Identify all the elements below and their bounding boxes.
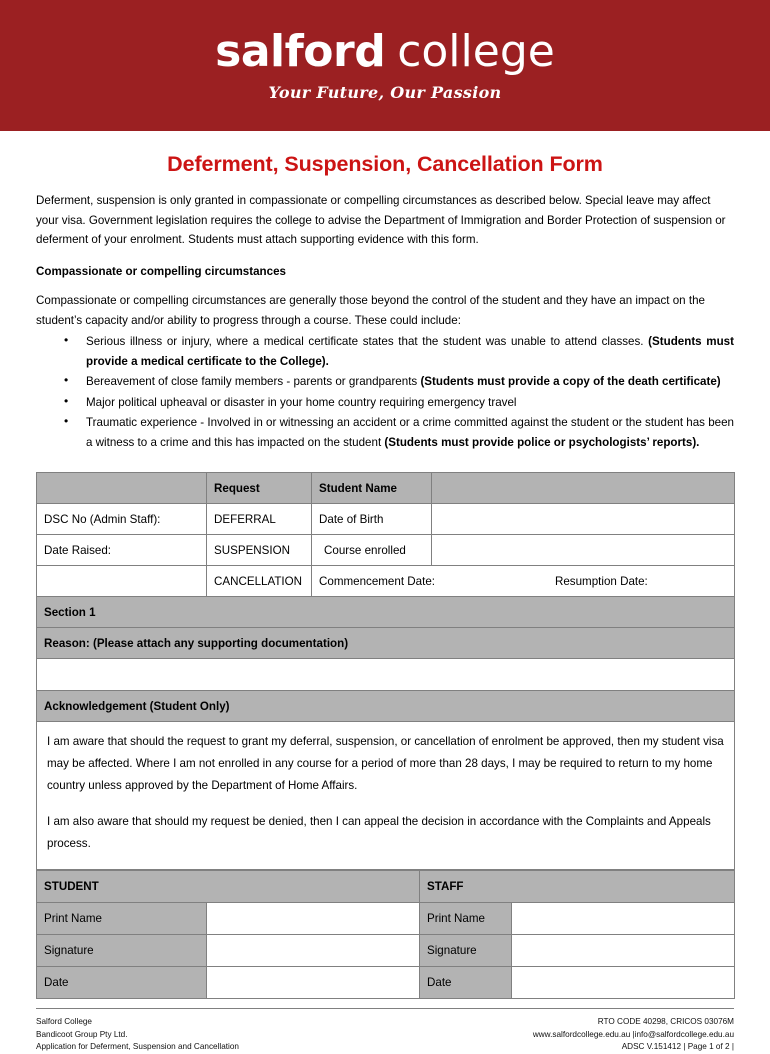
header-cell-blank xyxy=(37,473,207,504)
staff-print-name-input[interactable] xyxy=(512,903,735,935)
header-cell-request: Request xyxy=(207,473,312,504)
bullet-bold-text: (Students must provide a copy of the death certificate) xyxy=(420,375,721,388)
table-row xyxy=(37,967,735,999)
student-print-name-input[interactable] xyxy=(207,903,420,935)
commencement-resumption-cell[interactable] xyxy=(312,566,735,597)
student-date-input[interactable] xyxy=(207,967,420,999)
reason-input-cell[interactable] xyxy=(37,659,735,691)
request-option-deferral[interactable]: DEFERRAL xyxy=(207,504,312,535)
header-banner xyxy=(0,0,770,131)
table-row xyxy=(37,691,735,722)
table-row xyxy=(37,935,735,967)
page-footer xyxy=(36,1008,734,1054)
signature-table xyxy=(36,870,735,999)
table-row xyxy=(37,473,735,504)
footer-rto-cricos-code: RTO CODE 40298, CRICOS 03076M xyxy=(597,1017,734,1026)
circumstances-list xyxy=(36,332,734,452)
bullet-text: Serious illness or injury, where a medical certificate states that the student was unable to attend classes. xyxy=(86,335,649,348)
page-title: Deferment, Suspension, Cancellation Form xyxy=(167,152,603,176)
lead-paragraph: Compassionate or compelling circumstances are generally those beyond the control of the student and they have an impact on the student’s capacity and/or ability to progress through a course. These could include: xyxy=(36,294,705,327)
list-item xyxy=(64,393,734,413)
table-row xyxy=(37,566,735,597)
footer-version-page: ADSC V.151412 | Page 1 of 2 | xyxy=(621,1042,734,1052)
label-student-date: Date xyxy=(37,967,207,999)
label-date-raised: Date Raised: xyxy=(37,535,207,566)
section-heading-student: STUDENT xyxy=(37,871,420,903)
logo-word-salford: salford xyxy=(215,25,386,77)
label-resumption-date: Resumption Date: xyxy=(554,574,648,588)
list-item xyxy=(64,332,734,371)
label-course-enrolled: Course enrolled xyxy=(312,535,432,566)
label-student-print-name: Print Name xyxy=(37,903,207,935)
request-option-cancellation[interactable]: CANCELLATION xyxy=(207,566,312,597)
table-row xyxy=(37,628,735,659)
acknowledgement-text-cell xyxy=(37,722,735,870)
table-row xyxy=(37,659,735,691)
course-enrolled-input-cell[interactable] xyxy=(432,535,735,566)
section-heading-acknowledgement: Acknowledgement (Student Only) xyxy=(37,691,735,722)
section-heading-staff: STAFF xyxy=(420,871,735,903)
label-staff-print-name: Print Name xyxy=(420,903,512,935)
salford-college-logo xyxy=(215,25,555,77)
label-student-signature: Signature xyxy=(37,935,207,967)
table-row xyxy=(37,722,735,870)
label-staff-date: Date xyxy=(420,967,512,999)
table-row xyxy=(37,597,735,628)
bullet-text: Bereavement of close family members - parents or grandparents xyxy=(86,375,421,388)
acknowledgement-paragraph-1: I am aware that should the request to grant my deferral, suspension, or cancellation of enrolment be approved, then my student visa may be affected. Where I am not enrolled in any course for a period of more than 28 days, I may be required to return to my home country unless approved by the Department of Home Affairs. xyxy=(47,735,724,792)
staff-signature-input[interactable] xyxy=(512,935,735,967)
table-row xyxy=(37,903,735,935)
footer-college-name: Salford College xyxy=(36,1017,92,1026)
table-row xyxy=(37,871,735,903)
table-row xyxy=(37,504,735,535)
label-dsc-no: DSC No (Admin Staff): xyxy=(37,504,207,535)
table-row xyxy=(37,535,735,566)
section-heading-reason: Reason: (Please attach any supporting documentation) xyxy=(37,628,735,659)
intro-paragraph: Deferment, suspension is only granted in compassionate or compelling circumstances as described below. Special leave may affect your visa. Government legislation requires the college to advise the Department of Immigration and Border Protection of suspension or deferment of your enrolment. Students must attach supporting evidence with this form. xyxy=(36,194,726,246)
acknowledgement-paragraph-2: I am also aware that should my request be denied, then I can appeal the decision in accordance with the Complaints and Appeals process. xyxy=(47,815,711,850)
bullet-text: Traumatic experience - Involved in or witnessing an accident or a crime committed against the student or the student has been a witness to a crime and this has impacted on the student xyxy=(86,416,734,449)
label-date-of-birth: Date of Birth xyxy=(312,504,432,535)
label-staff-signature: Signature xyxy=(420,935,512,967)
footer-left-block xyxy=(36,1016,239,1054)
logo-word-college: college xyxy=(397,25,555,77)
list-item xyxy=(64,413,734,452)
bullet-bold-text: (Students must provide a medical certificate to the College). xyxy=(86,335,734,368)
student-signature-input[interactable] xyxy=(207,935,420,967)
sub-heading-compassionate: Compassionate or compelling circumstances xyxy=(36,264,286,278)
list-item xyxy=(64,372,734,392)
footer-website-email: www.salfordcollege.edu.au |info@salfordcollege.edu.au xyxy=(532,1029,734,1039)
request-option-suspension[interactable]: SUSPENSION xyxy=(207,535,312,566)
request-details-table xyxy=(36,472,735,870)
section-heading-section1: Section 1 xyxy=(37,597,735,628)
blank-cell xyxy=(37,566,207,597)
date-of-birth-input-cell[interactable] xyxy=(432,504,735,535)
header-cell-student-name: Student Name xyxy=(312,473,432,504)
logo-tagline: Your Future, Our Passion xyxy=(268,82,502,102)
staff-date-input[interactable] xyxy=(512,967,735,999)
footer-right-block xyxy=(533,1016,734,1054)
label-commencement-date: Commencement Date: xyxy=(319,574,435,588)
student-name-input-cell[interactable] xyxy=(432,473,735,504)
bullet-bold-text: (Students must provide police or psychologists’ reports). xyxy=(384,435,700,449)
bullet-text: Major political upheaval or disaster in your home country requiring emergency travel xyxy=(86,395,517,409)
footer-document-name: Application for Deferment, Suspension and Cancellation xyxy=(36,1042,239,1052)
page-content xyxy=(0,152,770,1054)
footer-company-name: Bandicoot Group Pty Ltd. xyxy=(36,1029,128,1039)
